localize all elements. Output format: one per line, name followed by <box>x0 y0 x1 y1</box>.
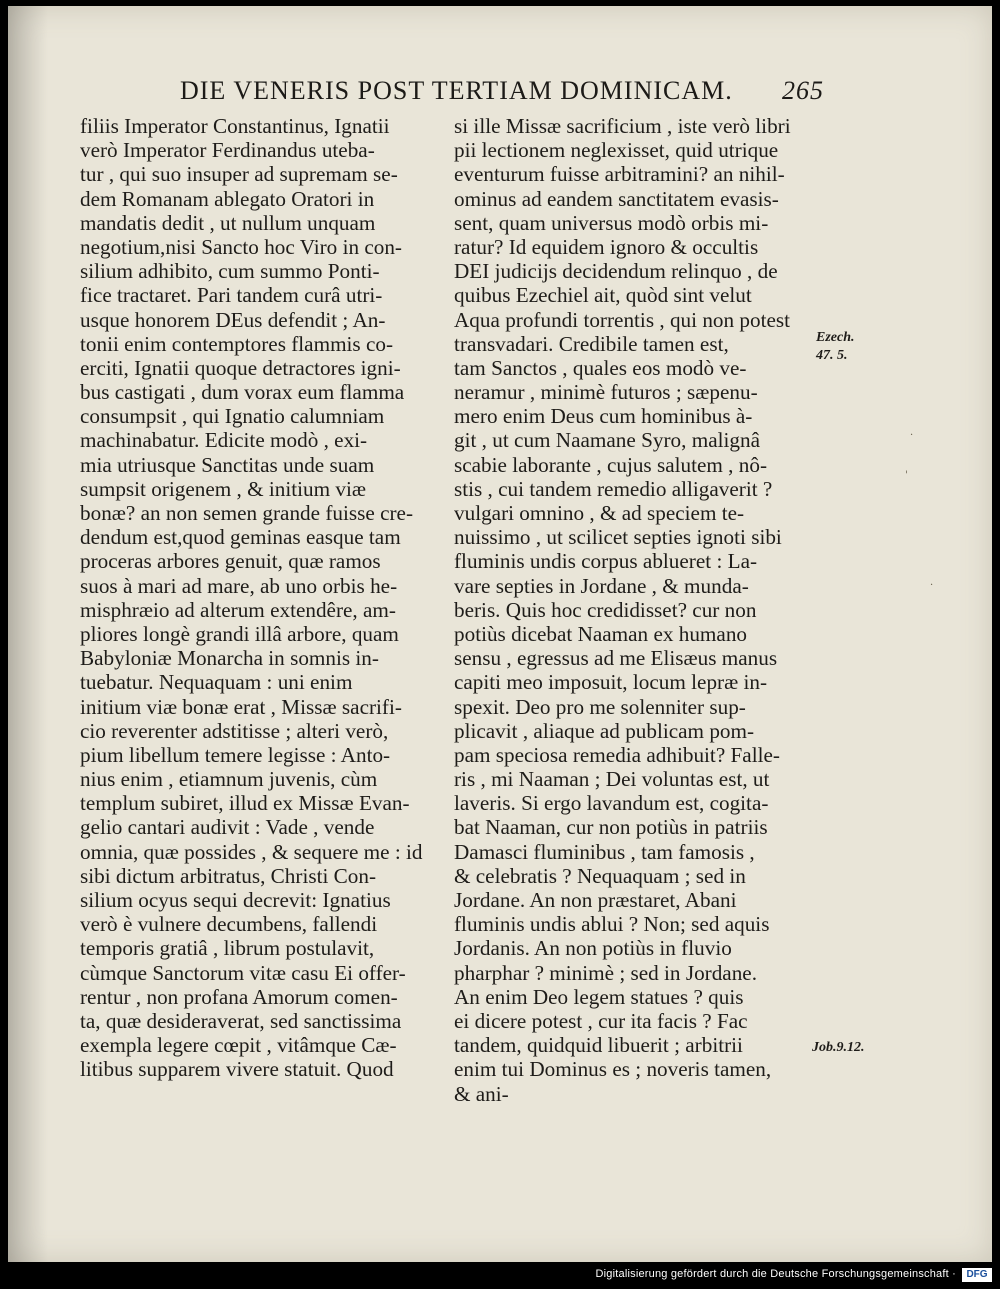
left-column-line: consumpsit , qui Ignatio calumniam <box>80 404 385 429</box>
left-column-line: verò è vulnere decumbens, fallendi <box>80 912 378 937</box>
page-gutter-shadow <box>8 6 48 1262</box>
left-column-line: pliores longè grandi illâ arbore, quam <box>80 621 399 646</box>
left-column-line: omnia, quæ possides , & sequere me : id <box>80 839 423 864</box>
right-column-line: si ille Missæ sacrificium , iste verò libri <box>454 114 791 138</box>
left-column-line: erciti, Ignatii quoque detractores igni- <box>80 355 401 380</box>
left-column-line: tuebatur. Nequaquam : uni enim <box>80 670 353 695</box>
right-column-line: spexit. Deo pro me solenniter sup- <box>454 694 746 719</box>
page-number: 265 <box>782 76 824 105</box>
left-column-line: bonæ? an non semen grande fuisse cre- <box>80 501 413 525</box>
left-column-line: pium libellum temere legisse : Anto- <box>80 742 391 767</box>
dfg-logo: DFG <box>962 1268 992 1282</box>
right-column-line: fluminis undis ablui ? Non; sed aquis <box>454 912 770 937</box>
running-title: DIE VENERIS POST TERTIAM DOMINICAM. <box>180 76 733 105</box>
right-column-line: bat Naaman, cur non potiùs in patriis <box>454 815 768 840</box>
right-column-line: capiti meo imposuit, locum lepræ in- <box>454 670 768 695</box>
left-column-line: suos à mari ad mare, ab uno orbis he- <box>80 573 398 598</box>
left-column-line: tur , qui suo insuper ad supremam se- <box>80 162 398 187</box>
left-column-line: dem Romanam ablegato Oratori in <box>80 186 375 211</box>
right-column-line: sensu , egressus ad me Elisæus manus <box>454 646 778 671</box>
left-column-line: misphræio ad alterum extendêre, am- <box>80 597 396 622</box>
left-column-line: litibus supparem vivere statuit. Quod <box>80 1057 394 1082</box>
left-column-line: verò Imperator Ferdinandus uteba- <box>80 138 375 163</box>
right-column-line: DEI judicijs decidendum relinquo , de <box>454 259 778 284</box>
left-column-line: machinabatur. Edicite modò , exi- <box>80 428 368 453</box>
digitization-footer <box>0 1262 1000 1289</box>
digitization-credit: Digitalisierung gefördert durch die Deutsche Forschungsgemeinschaft · <box>595 1268 956 1280</box>
right-column-line: pii lectionem neglexisset, quid utrique <box>454 138 779 163</box>
left-column-line: gelio cantari audivit : Vade , vende <box>80 815 375 840</box>
right-column-line: ominus ad eandem sanctitatem evasis- <box>454 186 779 211</box>
left-column-line: templum subiret, illud ex Missæ Evan- <box>80 791 410 816</box>
right-text-column <box>454 114 810 1106</box>
margin-note-job: Job.9.12. <box>812 1040 865 1055</box>
right-column-line: & ani- <box>454 1081 509 1106</box>
left-column-line: negotium,nisi Sancto hoc Viro in con- <box>80 234 402 259</box>
left-column-line: rentur , non profana Amorum comen- <box>80 984 398 1009</box>
left-text-column <box>80 114 432 1082</box>
left-column-line: filiis Imperator Constantinus, Ignatii <box>80 114 390 138</box>
left-column-line: temporis gratiâ , librum postulavit, <box>80 936 375 961</box>
left-column-line: Babyloniæ Monarcha in somnis in- <box>80 646 379 671</box>
running-header <box>180 72 824 112</box>
right-column-line: tandem, quidquid libuerit ; arbitrii <box>454 1033 743 1058</box>
right-column-line: mero enim Deus cum hominibus à- <box>454 404 753 429</box>
right-column-line: pam speciosa remedia adhibuit? Falle- <box>454 742 780 767</box>
left-column-line: sumpsit origenem , & initium viæ <box>80 476 367 501</box>
right-column-line: enim tui Dominus es ; noveris tamen, <box>454 1057 772 1082</box>
right-column-line: ei dicere potest , cur ita facis ? Fac <box>454 1008 748 1033</box>
right-column-line: An enim Deo legem statues ? quis <box>454 984 744 1009</box>
right-column-line: scabie laborante , cujus salutem , nô- <box>454 452 768 477</box>
left-column-line: initium viæ bonæ erat , Missæ sacrifi- <box>80 694 402 719</box>
margin-note-ezechiel-ref: 47. 5. <box>816 348 848 363</box>
right-column-line: potiùs dicebat Naaman ex humano <box>454 621 748 646</box>
right-column-line: vulgari omnino , & ad speciem te- <box>454 501 745 525</box>
right-column-line: laveris. Si ergo lavandum est, cogita- <box>454 791 769 816</box>
left-column-line: ta, quæ desideraverat, sed sanctissima <box>80 1008 402 1033</box>
right-column-line: stis , cui tandem remedio alligaverit ? <box>454 476 773 501</box>
right-column-line: neramur , minimè futuros ; sæpenu- <box>454 380 758 405</box>
left-column-line: exempla legere cœpit , vitâmque Cæ- <box>80 1033 397 1058</box>
right-column-line: Aqua profundi torrentis , qui non potest <box>454 307 791 332</box>
right-column-line: eventurum fuisse arbitramini? an nihil- <box>454 162 785 187</box>
right-column-line: transvadari. Credibile tamen est, <box>454 331 729 356</box>
right-column-line: sent, quam universus modò orbis mi- <box>454 210 769 235</box>
left-column-line: bus castigati , dum vorax eum flamma <box>80 380 405 405</box>
right-column-line: beris. Quis hoc credidisset? cur non <box>454 597 757 622</box>
right-column-line: Damasci fluminibus , tam famosis , <box>454 839 755 864</box>
left-column-line: cùmque Sanctorum vitæ casu Ei offer- <box>80 960 406 985</box>
right-column-line: Jordane. An non præstaret, Abani <box>454 888 737 912</box>
left-column-line: mandatis dedit , ut nullum unquam <box>80 210 376 235</box>
left-column-line: silium adhibito, cum summo Ponti- <box>80 259 380 284</box>
right-column-line: ratur? Id equidem ignoro & occultis <box>454 234 759 259</box>
right-column-line: pharphar ? minimè ; sed in Jordane. <box>454 960 758 985</box>
left-column-line: cio reverenter adstitisse ; alteri verò, <box>80 718 389 743</box>
right-column-line: tam Sanctos , quales eos modò ve- <box>454 355 747 380</box>
right-column-line: ris , mi Naaman ; Dei voluntas est, ut <box>454 767 770 792</box>
right-column-line: git , ut cum Naamane Syro, malignâ <box>454 428 760 453</box>
left-column-line: mia utriusque Sanctitas unde suam <box>80 452 375 477</box>
right-column-line: plicavit , aliaque ad publicam pom- <box>454 718 755 743</box>
right-column-line: nuissimo , ut scilicet septies ignoti sibi <box>454 525 782 550</box>
left-column-line: proceras arbores genuit, quæ ramos <box>80 549 381 574</box>
right-column-line: Jordanis. An non potiùs in fluvio <box>454 936 732 961</box>
right-column-line: fluminis undis corpus ablueret : La- <box>454 549 758 574</box>
margin-note-ezechiel: Ezech. <box>816 330 855 345</box>
left-column-line: tonii enim contemptores flammis co- <box>80 331 394 356</box>
left-column-line: silium ocyus sequi decrevit: Ignatius <box>80 888 391 912</box>
left-column-line: usque honorem DEus defendit ; An- <box>80 307 386 332</box>
left-column-line: fice tractaret. Pari tandem curâ utri- <box>80 283 383 308</box>
left-column-line: sibi dictum arbitratus, Christi Con- <box>80 863 377 888</box>
left-column-line: nius enim , etiamnum juvenis, cùm <box>80 767 378 792</box>
left-column-line: dendum est,quod geminas easque tam <box>80 525 401 550</box>
right-column-line: vare septies in Jordane , & munda- <box>454 573 749 598</box>
right-column-line: quibus Ezechiel ait, quòd sint velut <box>454 283 752 308</box>
right-column-line: & celebratis ? Nequaquam ; sed in <box>454 863 746 888</box>
